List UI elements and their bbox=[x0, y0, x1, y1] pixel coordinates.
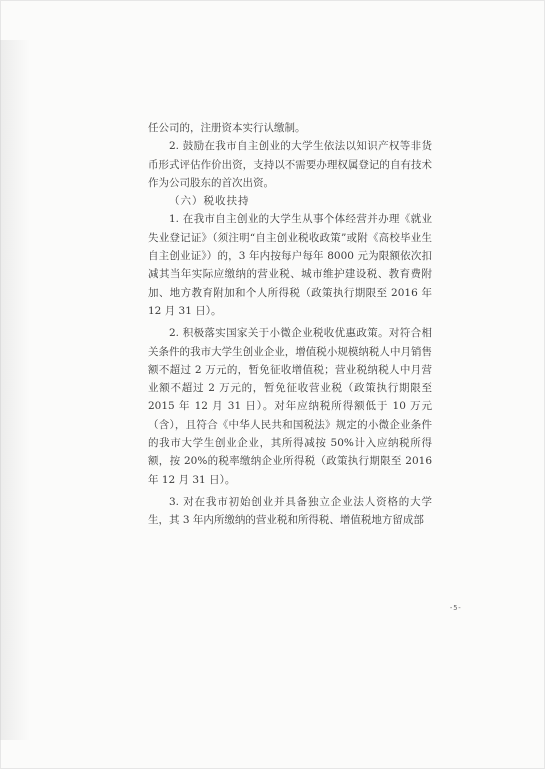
scan-shadow bbox=[0, 40, 30, 740]
paragraph-tax-1: 1. 在我市自主创业的大学生从事个体经营并办理《就业失业登记证》（须注明“自主创业税收政策”或附《高校毕业生自主创业证》）的，3 年内按每户每年 8000 元为限额依次扣减其当年实际应缴纳的营业税、城市维护建设税、教育费附加、地方教育附加和个人所得税（政策执行期限至 2016 年 12 月 31 日）。 bbox=[148, 213, 432, 317]
section-heading-tax-support: （六）税收扶持 bbox=[169, 195, 250, 208]
paragraph-tax-3: 3. 对在我市初始创业并具备独立企业法人资格的大学生，其 3 年内所缴纳的营业税和所得税、增值税地方留成部 bbox=[148, 495, 432, 527]
page-number: -5- bbox=[449, 604, 462, 612]
paragraph-ip-investment: 2. 鼓励在我市自主创业的大学生依法以知识产权等非货币形式评估作价出资，支持以不需要办理权属登记的自有技术作为公司股东的首次出资。 bbox=[148, 140, 432, 189]
paragraph-tax-2: 2. 积极落实国家关于小微企业税收优惠政策。对符合相关条件的我市大学生创业企业，增值税小规模纳税人中月销售额不超过 2 万元的，暂免征收增值税；营业税纳税人中月营业额不超过 2 万元的，暂免征收营业税（政策执行期限至 2015 年 12 月 31 日）。对年应纳税所得额低于 10 万元（含），且符合《中华人民共和国税法》规定的小微企业条件的我市大学生创业企业，其所得减按 50%计入应纳税所得额，按 20%的税率缴纳企业所得税（政策执行期限至 2016 年 12 月 31 日）。 bbox=[148, 327, 432, 486]
paragraph-continuation: 任公司的，注册资本实行认缴制。 bbox=[148, 122, 306, 134]
document-body bbox=[148, 119, 432, 530]
